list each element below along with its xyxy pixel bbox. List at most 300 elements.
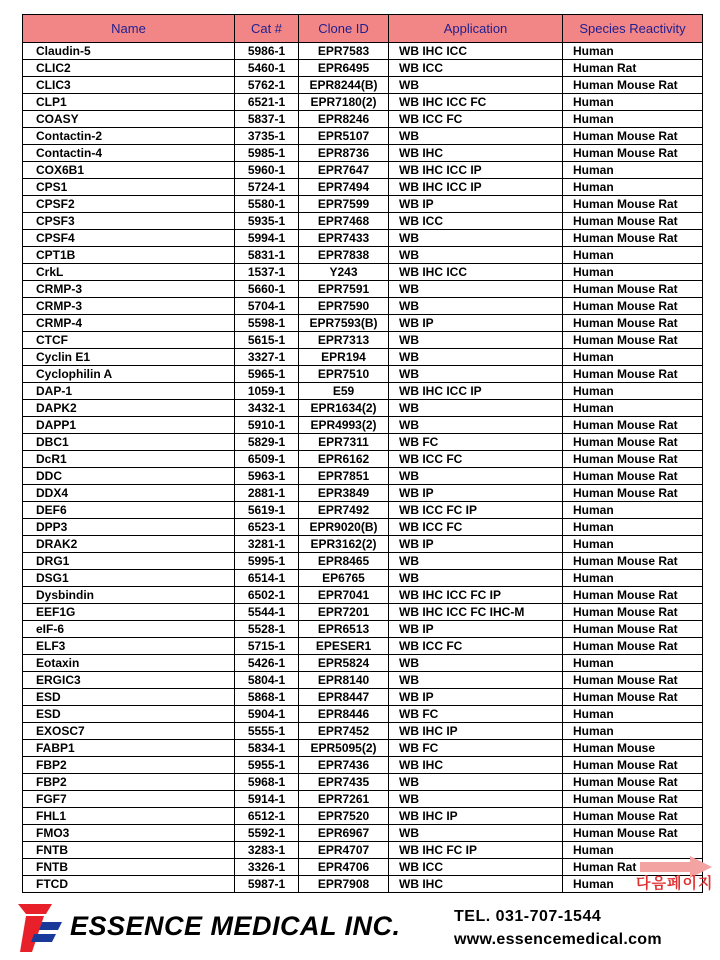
- cell-species-reactivity: Human: [563, 247, 703, 264]
- cell-name: FNTB: [23, 859, 235, 876]
- cell-species-reactivity: Human Mouse Rat: [563, 774, 703, 791]
- cell-name: DSG1: [23, 570, 235, 587]
- cell-clone-id: EPR8465: [299, 553, 389, 570]
- cell-clone-id: EPR7311: [299, 434, 389, 451]
- cell-cat-number: 3283-1: [235, 842, 299, 859]
- cell-species-reactivity: Human Mouse Rat: [563, 281, 703, 298]
- cell-clone-id: EPR6162: [299, 451, 389, 468]
- cell-name: DRG1: [23, 553, 235, 570]
- cell-name: Claudin-5: [23, 43, 235, 60]
- cell-name: DPP3: [23, 519, 235, 536]
- cell-application: WB IHC ICC FC IP: [389, 587, 563, 604]
- cell-species-reactivity: Human Mouse Rat: [563, 604, 703, 621]
- cell-name: CLP1: [23, 94, 235, 111]
- table-header-row: [23, 15, 703, 43]
- cell-species-reactivity: Human Mouse Rat: [563, 332, 703, 349]
- table-row: [23, 876, 703, 893]
- cell-name: ELF3: [23, 638, 235, 655]
- header-application: Application: [389, 15, 563, 43]
- cell-name: Contactin-4: [23, 145, 235, 162]
- cell-clone-id: EPR8140: [299, 672, 389, 689]
- cell-cat-number: 5580-1: [235, 196, 299, 213]
- table-row: [23, 587, 703, 604]
- cell-species-reactivity: Human: [563, 570, 703, 587]
- table-row: [23, 128, 703, 145]
- cell-clone-id: EPR8246: [299, 111, 389, 128]
- table-row: [23, 774, 703, 791]
- cell-application: WB IHC ICC IP: [389, 162, 563, 179]
- cell-species-reactivity: Human Mouse Rat: [563, 587, 703, 604]
- cell-cat-number: 5995-1: [235, 553, 299, 570]
- cell-species-reactivity: Human: [563, 519, 703, 536]
- cell-application: WB FC: [389, 740, 563, 757]
- cell-clone-id: EPR5824: [299, 655, 389, 672]
- cell-cat-number: 5829-1: [235, 434, 299, 451]
- cell-name: COX6B1: [23, 162, 235, 179]
- cell-name: CPS1: [23, 179, 235, 196]
- cell-application: WB ICC FC: [389, 519, 563, 536]
- cell-clone-id: EP6765: [299, 570, 389, 587]
- cell-name: DcR1: [23, 451, 235, 468]
- cell-clone-id: EPR6967: [299, 825, 389, 842]
- cell-application: WB: [389, 655, 563, 672]
- cell-species-reactivity: Human Mouse Rat: [563, 638, 703, 655]
- cell-species-reactivity: Human: [563, 400, 703, 417]
- cell-application: WB IP: [389, 315, 563, 332]
- cell-species-reactivity: Human Mouse Rat: [563, 298, 703, 315]
- table-row: [23, 77, 703, 94]
- table-row: [23, 196, 703, 213]
- telephone: TEL. 031-707-1544: [454, 908, 602, 925]
- table-row: [23, 315, 703, 332]
- cell-cat-number: 5985-1: [235, 145, 299, 162]
- cell-species-reactivity: Human Mouse Rat: [563, 417, 703, 434]
- cell-application: WB: [389, 553, 563, 570]
- cell-application: WB IHC ICC: [389, 264, 563, 281]
- cell-application: WB IHC ICC FC: [389, 94, 563, 111]
- cell-clone-id: Y243: [299, 264, 389, 281]
- cell-species-reactivity: Human: [563, 842, 703, 859]
- cell-name: COASY: [23, 111, 235, 128]
- cell-name: FNTB: [23, 842, 235, 859]
- table-row: [23, 808, 703, 825]
- table-row: [23, 298, 703, 315]
- table-row: [23, 570, 703, 587]
- cell-name: DAPP1: [23, 417, 235, 434]
- cell-species-reactivity: Human Mouse Rat: [563, 485, 703, 502]
- cell-cat-number: 5660-1: [235, 281, 299, 298]
- cell-species-reactivity: Human Mouse Rat: [563, 553, 703, 570]
- cell-cat-number: 5914-1: [235, 791, 299, 808]
- cell-cat-number: 5724-1: [235, 179, 299, 196]
- cell-application: WB: [389, 349, 563, 366]
- cell-clone-id: EPR8736: [299, 145, 389, 162]
- table-row: [23, 332, 703, 349]
- cell-application: WB FC: [389, 706, 563, 723]
- header-name: Name: [23, 15, 235, 43]
- cell-species-reactivity: Human Mouse Rat: [563, 128, 703, 145]
- cell-clone-id: EPR7468: [299, 213, 389, 230]
- next-page-link[interactable]: 다음페이지: [636, 875, 714, 892]
- table-row: [23, 502, 703, 519]
- cell-cat-number: 5834-1: [235, 740, 299, 757]
- cell-application: WB IHC: [389, 757, 563, 774]
- cell-cat-number: 2881-1: [235, 485, 299, 502]
- cell-clone-id: EPR4707: [299, 842, 389, 859]
- cell-species-reactivity: Human Mouse Rat: [563, 808, 703, 825]
- cell-application: WB IHC IP: [389, 723, 563, 740]
- cell-cat-number: 3326-1: [235, 859, 299, 876]
- cell-name: CPSF4: [23, 230, 235, 247]
- cell-name: CLIC3: [23, 77, 235, 94]
- cell-cat-number: 6502-1: [235, 587, 299, 604]
- table-row: [23, 536, 703, 553]
- table-row: [23, 162, 703, 179]
- table-row: [23, 230, 703, 247]
- cell-clone-id: EPR7436: [299, 757, 389, 774]
- cell-cat-number: 5715-1: [235, 638, 299, 655]
- company-name: ESSENCE MEDICAL INC.: [70, 911, 401, 941]
- cell-species-reactivity: Human: [563, 655, 703, 672]
- cell-clone-id: EPR194: [299, 349, 389, 366]
- cell-application: WB: [389, 230, 563, 247]
- cell-species-reactivity: Human Mouse Rat: [563, 757, 703, 774]
- cell-name: CPSF3: [23, 213, 235, 230]
- cell-name: CrkL: [23, 264, 235, 281]
- cell-clone-id: EPR7838: [299, 247, 389, 264]
- cell-application: WB FC: [389, 434, 563, 451]
- cell-name: FGF7: [23, 791, 235, 808]
- header-clone-id: Clone ID: [299, 15, 389, 43]
- cell-cat-number: 5837-1: [235, 111, 299, 128]
- cell-species-reactivity: Human Mouse Rat: [563, 315, 703, 332]
- cell-name: CTCF: [23, 332, 235, 349]
- product-table: [22, 14, 703, 893]
- cell-cat-number: 5910-1: [235, 417, 299, 434]
- table-row: [23, 451, 703, 468]
- cell-application: WB IHC: [389, 145, 563, 162]
- cell-clone-id: EPR8244(B): [299, 77, 389, 94]
- cell-cat-number: 5960-1: [235, 162, 299, 179]
- cell-application: WB: [389, 400, 563, 417]
- cell-cat-number: 5987-1: [235, 876, 299, 893]
- cell-clone-id: EPR6495: [299, 60, 389, 77]
- cell-cat-number: 5544-1: [235, 604, 299, 621]
- cell-application: WB ICC FC IP: [389, 502, 563, 519]
- cell-cat-number: 5963-1: [235, 468, 299, 485]
- cell-species-reactivity: Human Mouse Rat: [563, 213, 703, 230]
- cell-name: CPSF2: [23, 196, 235, 213]
- cell-application: WB ICC: [389, 213, 563, 230]
- cell-clone-id: EPR7510: [299, 366, 389, 383]
- cell-application: WB IHC ICC FC IHC-M: [389, 604, 563, 621]
- cell-clone-id: EPR7433: [299, 230, 389, 247]
- cell-name: DBC1: [23, 434, 235, 451]
- cell-clone-id: EPR7494: [299, 179, 389, 196]
- cell-name: DDC: [23, 468, 235, 485]
- cell-name: Cyclophilin A: [23, 366, 235, 383]
- table-row: [23, 366, 703, 383]
- cell-name: DAPK2: [23, 400, 235, 417]
- cell-species-reactivity: Human Mouse Rat: [563, 451, 703, 468]
- cell-name: FMO3: [23, 825, 235, 842]
- cell-species-reactivity: Human: [563, 876, 703, 893]
- cell-clone-id: EPR7599: [299, 196, 389, 213]
- table-row: [23, 706, 703, 723]
- cell-name: eIF-6: [23, 621, 235, 638]
- cell-species-reactivity: Human Mouse: [563, 740, 703, 757]
- cell-application: WB IP: [389, 689, 563, 706]
- cell-application: WB: [389, 825, 563, 842]
- table-row: [23, 179, 703, 196]
- cell-application: WB: [389, 417, 563, 434]
- cell-species-reactivity: Human: [563, 383, 703, 400]
- header-cat: Cat #: [235, 15, 299, 43]
- cell-cat-number: 5804-1: [235, 672, 299, 689]
- cell-cat-number: 5460-1: [235, 60, 299, 77]
- cell-cat-number: 5704-1: [235, 298, 299, 315]
- table-row: [23, 213, 703, 230]
- cell-species-reactivity: Human Rat: [563, 859, 703, 876]
- cell-clone-id: EPR4993(2): [299, 417, 389, 434]
- table-row: [23, 655, 703, 672]
- cell-application: WB IP: [389, 196, 563, 213]
- cell-application: WB IP: [389, 621, 563, 638]
- table-row: [23, 621, 703, 638]
- cell-species-reactivity: Human: [563, 179, 703, 196]
- cell-name: ERGIC3: [23, 672, 235, 689]
- table-row: [23, 468, 703, 485]
- table-row: [23, 111, 703, 128]
- cell-clone-id: EPR7520: [299, 808, 389, 825]
- cell-name: FABP1: [23, 740, 235, 757]
- cell-clone-id: EPR7201: [299, 604, 389, 621]
- cell-species-reactivity: Human Mouse Rat: [563, 77, 703, 94]
- cell-name: Cyclin E1: [23, 349, 235, 366]
- cell-species-reactivity: Human Mouse Rat: [563, 366, 703, 383]
- cell-cat-number: 5426-1: [235, 655, 299, 672]
- table-row: [23, 740, 703, 757]
- cell-application: WB IHC ICC: [389, 43, 563, 60]
- table-row: [23, 434, 703, 451]
- cell-species-reactivity: Human Mouse Rat: [563, 672, 703, 689]
- cell-name: Contactin-2: [23, 128, 235, 145]
- cell-clone-id: EPR5107: [299, 128, 389, 145]
- cell-application: WB IP: [389, 485, 563, 502]
- table-row: [23, 247, 703, 264]
- cell-application: WB: [389, 570, 563, 587]
- cell-clone-id: EPR7647: [299, 162, 389, 179]
- cell-name: EEF1G: [23, 604, 235, 621]
- cell-cat-number: 3281-1: [235, 536, 299, 553]
- cell-application: WB: [389, 247, 563, 264]
- cell-species-reactivity: Human Mouse Rat: [563, 825, 703, 842]
- cell-application: WB: [389, 281, 563, 298]
- cell-clone-id: EPR7452: [299, 723, 389, 740]
- cell-clone-id: EPR7435: [299, 774, 389, 791]
- cell-species-reactivity: Human Mouse Rat: [563, 468, 703, 485]
- cell-application: WB: [389, 128, 563, 145]
- cell-cat-number: 5935-1: [235, 213, 299, 230]
- cell-application: WB: [389, 77, 563, 94]
- cell-cat-number: 5965-1: [235, 366, 299, 383]
- cell-application: WB: [389, 672, 563, 689]
- cell-application: WB IHC ICC IP: [389, 383, 563, 400]
- cell-name: FBP2: [23, 757, 235, 774]
- table-row: [23, 553, 703, 570]
- cell-clone-id: EPR7593(B): [299, 315, 389, 332]
- cell-cat-number: 5592-1: [235, 825, 299, 842]
- cell-cat-number: 6521-1: [235, 94, 299, 111]
- cell-cat-number: 6509-1: [235, 451, 299, 468]
- table-row: [23, 723, 703, 740]
- cell-application: WB ICC FC: [389, 451, 563, 468]
- cell-cat-number: 3432-1: [235, 400, 299, 417]
- cell-species-reactivity: Human: [563, 723, 703, 740]
- essence-medical-logo-icon: [12, 900, 64, 954]
- cell-name: ESD: [23, 689, 235, 706]
- cell-name: EXOSC7: [23, 723, 235, 740]
- cell-cat-number: 5598-1: [235, 315, 299, 332]
- table-row: [23, 825, 703, 842]
- cell-name: CRMP-3: [23, 281, 235, 298]
- cell-application: WB IHC ICC IP: [389, 179, 563, 196]
- cell-species-reactivity: Human Mouse Rat: [563, 434, 703, 451]
- cell-cat-number: 5904-1: [235, 706, 299, 723]
- cell-species-reactivity: Human: [563, 94, 703, 111]
- table-row: [23, 383, 703, 400]
- cell-cat-number: 5619-1: [235, 502, 299, 519]
- table-row: [23, 264, 703, 281]
- cell-species-reactivity: Human Mouse Rat: [563, 621, 703, 638]
- cell-name: CRMP-3: [23, 298, 235, 315]
- table-row: [23, 400, 703, 417]
- cell-clone-id: EPR7313: [299, 332, 389, 349]
- cell-clone-id: EPR7591: [299, 281, 389, 298]
- cell-cat-number: 5831-1: [235, 247, 299, 264]
- table-row: [23, 638, 703, 655]
- cell-cat-number: 5528-1: [235, 621, 299, 638]
- cell-clone-id: EPR7492: [299, 502, 389, 519]
- cell-clone-id: EPR7180(2): [299, 94, 389, 111]
- cell-species-reactivity: Human: [563, 43, 703, 60]
- cell-name: ESD: [23, 706, 235, 723]
- cell-name: CLIC2: [23, 60, 235, 77]
- website-url[interactable]: www.essencemedical.com: [454, 931, 662, 948]
- cell-clone-id: EPR7908: [299, 876, 389, 893]
- cell-application: WB IHC FC IP: [389, 842, 563, 859]
- cell-name: CPT1B: [23, 247, 235, 264]
- header-species-reactivity: Species Reactivity: [563, 15, 703, 43]
- cell-application: WB: [389, 366, 563, 383]
- cell-name: CRMP-4: [23, 315, 235, 332]
- cell-cat-number: 5762-1: [235, 77, 299, 94]
- cell-clone-id: EPR8446: [299, 706, 389, 723]
- cell-cat-number: 1059-1: [235, 383, 299, 400]
- cell-clone-id: EPR6513: [299, 621, 389, 638]
- cell-species-reactivity: Human: [563, 162, 703, 179]
- cell-cat-number: 5868-1: [235, 689, 299, 706]
- cell-name: FBP2: [23, 774, 235, 791]
- cell-clone-id: EPR7583: [299, 43, 389, 60]
- cell-cat-number: 6523-1: [235, 519, 299, 536]
- cell-species-reactivity: Human: [563, 706, 703, 723]
- cell-cat-number: 5955-1: [235, 757, 299, 774]
- cell-application: WB: [389, 332, 563, 349]
- cell-application: WB ICC: [389, 60, 563, 77]
- table-row: [23, 672, 703, 689]
- cell-cat-number: 5615-1: [235, 332, 299, 349]
- cell-clone-id: EPR9020(B): [299, 519, 389, 536]
- cell-clone-id: EPR8447: [299, 689, 389, 706]
- cell-name: FTCD: [23, 876, 235, 893]
- cell-application: WB ICC FC: [389, 638, 563, 655]
- cell-application: WB: [389, 791, 563, 808]
- table-row: [23, 349, 703, 366]
- table-row: [23, 859, 703, 876]
- cell-application: WB IP: [389, 536, 563, 553]
- cell-clone-id: EPR3849: [299, 485, 389, 502]
- cell-species-reactivity: Human Mouse Rat: [563, 196, 703, 213]
- cell-name: DRAK2: [23, 536, 235, 553]
- cell-species-reactivity: Human: [563, 536, 703, 553]
- cell-cat-number: 5986-1: [235, 43, 299, 60]
- cell-clone-id: EPR7041: [299, 587, 389, 604]
- cell-cat-number: 1537-1: [235, 264, 299, 281]
- table-row: [23, 791, 703, 808]
- cell-cat-number: 6514-1: [235, 570, 299, 587]
- table-row: [23, 94, 703, 111]
- cell-application: WB: [389, 468, 563, 485]
- cell-cat-number: 5968-1: [235, 774, 299, 791]
- cell-clone-id: EPESER1: [299, 638, 389, 655]
- cell-name: Dysbindin: [23, 587, 235, 604]
- table-row: [23, 604, 703, 621]
- cell-name: DAP-1: [23, 383, 235, 400]
- cell-species-reactivity: Human Mouse Rat: [563, 791, 703, 808]
- cell-name: FHL1: [23, 808, 235, 825]
- cell-species-reactivity: Human Mouse Rat: [563, 689, 703, 706]
- cell-cat-number: 5994-1: [235, 230, 299, 247]
- table-row: [23, 519, 703, 536]
- cell-name: DDX4: [23, 485, 235, 502]
- cell-species-reactivity: Human: [563, 264, 703, 281]
- cell-clone-id: EPR4706: [299, 859, 389, 876]
- cell-application: WB IHC IP: [389, 808, 563, 825]
- cell-cat-number: 3735-1: [235, 128, 299, 145]
- table-row: [23, 842, 703, 859]
- table-row: [23, 60, 703, 77]
- cell-application: WB: [389, 298, 563, 315]
- cell-application: WB IHC: [389, 876, 563, 893]
- cell-application: WB ICC: [389, 859, 563, 876]
- table-body: [23, 43, 703, 893]
- cell-name: Eotaxin: [23, 655, 235, 672]
- cell-clone-id: EPR7590: [299, 298, 389, 315]
- cell-application: WB ICC FC: [389, 111, 563, 128]
- cell-species-reactivity: Human Mouse Rat: [563, 230, 703, 247]
- cell-clone-id: E59: [299, 383, 389, 400]
- cell-clone-id: EPR3162(2): [299, 536, 389, 553]
- cell-cat-number: 5555-1: [235, 723, 299, 740]
- table-row: [23, 43, 703, 60]
- cell-species-reactivity: Human: [563, 349, 703, 366]
- cell-species-reactivity: Human Mouse Rat: [563, 145, 703, 162]
- cell-clone-id: EPR5095(2): [299, 740, 389, 757]
- cell-application: WB: [389, 774, 563, 791]
- cell-clone-id: EPR7261: [299, 791, 389, 808]
- cell-cat-number: 3327-1: [235, 349, 299, 366]
